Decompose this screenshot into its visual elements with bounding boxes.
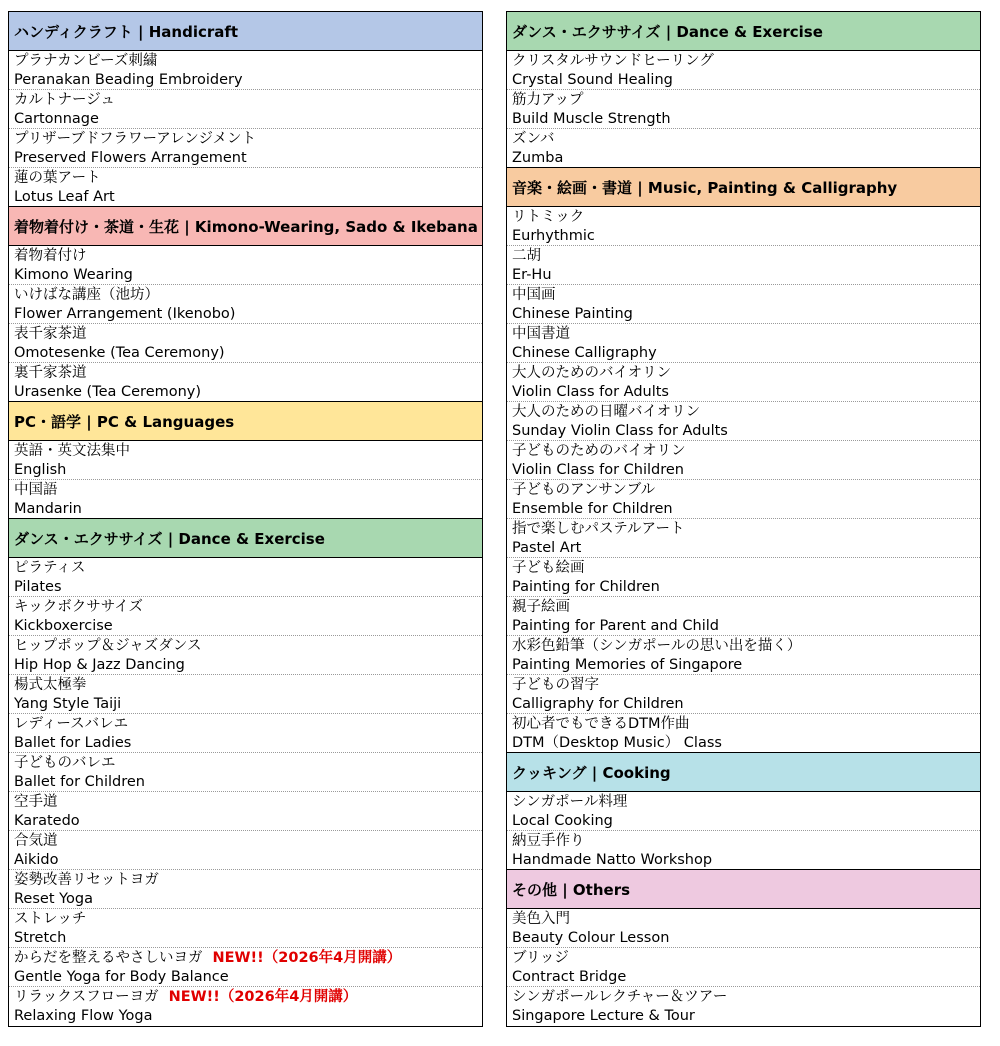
course-name-jp: [512, 637, 980, 656]
course-column-right: [506, 11, 981, 1027]
course-name-jp: [14, 715, 482, 734]
course-name-jp-text: カルトナージュ: [14, 92, 115, 108]
course-name-en: Handmade Natto Workshop: [512, 852, 713, 868]
course-name-jp: [14, 169, 482, 188]
course-name-jp-text: ズンバ: [512, 131, 555, 147]
course-name-en: DTM（Desktop Music） Class: [512, 735, 722, 751]
course-item-chinese-calligraphy: [507, 324, 980, 363]
course-item-local-cooking: [507, 792, 980, 831]
course-name-en: Gentle Yoga for Body Balance: [14, 969, 229, 985]
course-name-jp-text: 美色入門: [512, 911, 570, 927]
course-name-jp-text: レディースバレエ: [14, 716, 129, 732]
course-name-jp: [512, 130, 980, 149]
course-name-jp-text: 指で楽しむパステルアート: [512, 521, 685, 537]
course-name-jp-text: プリザーブドフラワーアレンジメント: [14, 131, 257, 147]
course-name-jp: [14, 910, 482, 929]
course-name-en: Ballet for Ladies: [14, 735, 132, 751]
course-name-jp-text: プラナカンビーズ刺繍: [14, 53, 158, 69]
course-name-en: Singapore Lecture & Tour: [512, 1008, 695, 1024]
course-name-jp: [512, 91, 980, 110]
course-name-jp: [14, 286, 482, 305]
course-name-jp-text: からだを整えるやさしいヨガ: [14, 950, 203, 966]
course-name-en: Flower Arrangement (Ikenobo): [14, 306, 236, 322]
course-item-stretch: [9, 909, 482, 948]
course-item-urasenke-tea-ceremony: [9, 363, 482, 402]
course-name-jp-text: 中国語: [14, 482, 58, 498]
course-name-en: Relaxing Flow Yoga: [14, 1008, 153, 1024]
course-name-jp-text: ストレッチ: [14, 911, 87, 927]
course-name-jp: [14, 871, 482, 890]
course-name-en: Stretch: [14, 930, 67, 946]
course-name-jp-text: 英語・英文法集中: [14, 443, 130, 459]
course-name-en: Painting Memories of Singapore: [512, 657, 743, 673]
course-name-en: Kickboxercise: [14, 618, 113, 634]
section-header-handicraft: ハンディクラフト | Handicraft: [9, 12, 482, 51]
course-name-jp: [14, 130, 482, 149]
course-name-jp: [14, 442, 482, 461]
course-name-en: Er-Hu: [512, 267, 552, 283]
course-name-jp: [14, 91, 482, 110]
course-item-ensemble-for-children: [507, 480, 980, 519]
course-item-preserved-flowers-arrangement: [9, 129, 482, 168]
course-item-cartonnage: [9, 90, 482, 129]
course-name-en: Beauty Colour Lesson: [512, 930, 670, 946]
course-name-en: Pilates: [14, 579, 62, 595]
course-name-jp: [14, 52, 482, 71]
course-name-jp-text: 大人のための日曜バイオリン: [512, 404, 701, 420]
course-item-relaxing-flow-yoga: [9, 987, 482, 1026]
course-name-en: Pastel Art: [512, 540, 582, 556]
course-name-jp: [14, 481, 482, 500]
course-name-en: Build Muscle Strength: [512, 111, 671, 127]
course-name-jp: [512, 832, 980, 851]
course-item-zumba: [507, 129, 980, 168]
course-name-en: Kimono Wearing: [14, 267, 133, 283]
course-column-left: [8, 11, 483, 1027]
course-name-jp: [14, 793, 482, 812]
course-item-mandarin: [9, 480, 482, 519]
section-header-pc: PC・語学 | PC & Languages: [9, 402, 482, 441]
course-name-jp-text: リトミック: [512, 209, 585, 225]
course-item-kimono-wearing: [9, 246, 482, 285]
course-name-jp: [14, 754, 482, 773]
course-name-jp-text: 裏千家茶道: [14, 365, 87, 381]
course-name-jp: [512, 676, 980, 695]
course-name-jp-text: 子どものためのバイオリン: [512, 443, 686, 459]
course-item-pastel-art: [507, 519, 980, 558]
course-item-painting-for-parent-and-child: [507, 597, 980, 636]
course-name-en: Omotesenke (Tea Ceremony): [14, 345, 225, 361]
course-name-jp-text: 蓮の葉アート: [14, 170, 101, 186]
course-name-jp: [512, 442, 980, 461]
course-name-en: Contract Bridge: [512, 969, 627, 985]
course-item-lotus-leaf-art: [9, 168, 482, 207]
course-name-jp: [14, 364, 482, 383]
course-item-karatedo: [9, 792, 482, 831]
course-name-jp: [512, 598, 980, 617]
course-name-en: Yang Style Taiji: [14, 696, 122, 712]
course-item-violin-class-for-adults: [507, 363, 980, 402]
course-item-peranakan-beading-embroidery: [9, 51, 482, 90]
course-name-jp-text: 中国書道: [512, 326, 570, 342]
section-header-dance: ダンス・エクササイズ | Dance & Exercise: [9, 519, 482, 558]
course-item-flower-arrangement-ikenobo: [9, 285, 482, 324]
course-name-jp-text: 合気道: [14, 833, 58, 849]
course-name-en: Violin Class for Adults: [512, 384, 669, 400]
course-name-jp-text: 初心者でもできるDTM作曲: [512, 716, 690, 732]
section-header-others: その他 | Others: [507, 870, 980, 909]
course-name-en: Mandarin: [14, 501, 82, 517]
course-name-en: Preserved Flowers Arrangement: [14, 150, 247, 166]
course-name-en: Reset Yoga: [14, 891, 94, 907]
course-name-jp: [512, 403, 980, 422]
course-item-build-muscle-strength: [507, 90, 980, 129]
course-name-en: Crystal Sound Healing: [512, 72, 673, 88]
course-name-jp-text: シンガポール料理: [512, 794, 628, 810]
course-name-jp-text: 表千家茶道: [14, 326, 87, 342]
course-name-en: Hip Hop & Jazz Dancing: [14, 657, 185, 673]
course-item-painting-memories-of-singapore: [507, 636, 980, 675]
course-name-en: Karatedo: [14, 813, 80, 829]
course-item-dtm-desktop-music-class: [507, 714, 980, 753]
course-name-jp-text: キックボクササイズ: [14, 599, 144, 615]
course-name-en: Zumba: [512, 150, 564, 166]
course-name-jp: [512, 715, 980, 734]
course-item-handmade-natto-workshop: [507, 831, 980, 870]
course-name-jp: [14, 949, 482, 968]
course-item-chinese-painting: [507, 285, 980, 324]
course-item-sunday-violin-class-for-adults: [507, 402, 980, 441]
course-name-jp: [512, 247, 980, 266]
course-name-jp-text: 中国画: [512, 287, 556, 303]
course-name-en: Sunday Violin Class for Adults: [512, 423, 728, 439]
course-item-calligraphy-for-children: [507, 675, 980, 714]
course-name-en: Peranakan Beading Embroidery: [14, 72, 243, 88]
course-item-crystal-sound-healing: [507, 51, 980, 90]
course-item-er-hu: [507, 246, 980, 285]
course-name-en: Violin Class for Children: [512, 462, 684, 478]
course-name-en: Cartonnage: [14, 111, 99, 127]
course-name-jp-text: 着物着付け: [14, 248, 87, 264]
course-name-jp-text: 楊式太極拳: [14, 677, 87, 693]
course-name-jp-text: ヒップポップ＆ジャズダンス: [14, 638, 202, 654]
course-name-jp-text: 親子絵画: [512, 599, 570, 615]
course-item-aikido: [9, 831, 482, 870]
course-name-jp: [512, 793, 980, 812]
course-item-english: [9, 441, 482, 480]
course-name-jp: [512, 52, 980, 71]
course-name-jp: [14, 637, 482, 656]
course-name-jp: [14, 988, 482, 1007]
section-header-dance: ダンス・エクササイズ | Dance & Exercise: [507, 12, 980, 51]
course-name-en: Calligraphy for Children: [512, 696, 684, 712]
course-name-en: Painting for Parent and Child: [512, 618, 719, 634]
course-name-en: Eurhythmic: [512, 228, 595, 244]
course-name-jp: [14, 247, 482, 266]
course-name-jp: [512, 988, 980, 1007]
course-name-jp: [512, 364, 980, 383]
course-item-painting-for-children: [507, 558, 980, 597]
course-name-jp-text: ピラティス: [14, 560, 86, 576]
course-name-jp: [512, 325, 980, 344]
course-name-en: Lotus Leaf Art: [14, 189, 115, 205]
course-name-en: Chinese Painting: [512, 306, 633, 322]
course-name-jp-text: シンガポールレクチャー＆ツアー: [512, 989, 728, 1005]
course-item-yang-style-taiji: [9, 675, 482, 714]
course-name-en: Ensemble for Children: [512, 501, 673, 517]
course-name-en: Painting for Children: [512, 579, 660, 595]
course-name-jp-text: 空手道: [14, 794, 58, 810]
course-name-jp-text: 二胡: [512, 248, 541, 264]
course-name-jp-text: 子どものアンサンブル: [512, 482, 656, 498]
course-name-jp-text: クリスタルサウンドヒーリング: [512, 53, 714, 69]
course-name-jp-text: 筋力アップ: [512, 92, 584, 108]
course-name-en: Local Cooking: [512, 813, 613, 829]
course-item-eurhythmic: [507, 207, 980, 246]
course-name-jp-text: 子どものバレエ: [14, 755, 116, 771]
course-item-gentle-yoga-for-body-balance: [9, 948, 482, 987]
course-name-jp-text: ブリッジ: [512, 950, 569, 966]
section-header-music: 音楽・絵画・書道 | Music, Painting & Calligraphy: [507, 168, 980, 207]
course-item-beauty-colour-lesson: [507, 909, 980, 948]
course-name-jp: [512, 208, 980, 227]
course-name-en: English: [14, 462, 67, 478]
course-name-en: Ballet for Children: [14, 774, 145, 790]
course-name-jp: [512, 481, 980, 500]
course-item-pilates: [9, 558, 482, 597]
course-name-jp-text: 水彩色鉛筆（シンガポールの思い出を描く）: [512, 638, 802, 654]
course-name-jp: [14, 832, 482, 851]
course-name-jp: [14, 325, 482, 344]
course-item-ballet-for-ladies: [9, 714, 482, 753]
course-name-jp: [14, 598, 482, 617]
new-badge: NEW!!（2026年4月開講）: [168, 989, 358, 1005]
course-item-hip-hop-jazz-dancing: [9, 636, 482, 675]
course-name-jp-text: 大人のためのバイオリン: [512, 365, 672, 381]
new-badge: NEW!!（2026年4月開講）: [212, 950, 402, 966]
course-item-reset-yoga: [9, 870, 482, 909]
course-name-jp: [14, 676, 482, 695]
course-name-jp-text: 子ども絵画: [512, 560, 585, 576]
course-name-en: Chinese Calligraphy: [512, 345, 657, 361]
course-name-jp-text: 姿勢改善リセットヨガ: [14, 872, 159, 888]
course-name-jp: [512, 949, 980, 968]
course-item-omotesenke-tea-ceremony: [9, 324, 482, 363]
course-name-jp: [512, 910, 980, 929]
course-name-jp-text: いけばな講座（池坊）: [14, 287, 159, 303]
course-name-jp: [512, 520, 980, 539]
course-name-en: Urasenke (Tea Ceremony): [14, 384, 202, 400]
course-name-jp-text: 子どもの習字: [512, 677, 599, 693]
course-name-jp-text: 納豆手作り: [512, 833, 585, 849]
course-item-singapore-lecture-tour: [507, 987, 980, 1026]
course-item-ballet-for-children: [9, 753, 482, 792]
course-item-kickboxercise: [9, 597, 482, 636]
section-header-kimono: 着物着付け・茶道・生花 | Kimono-Wearing, Sado & Ikebana: [9, 207, 482, 246]
section-header-cooking: クッキング | Cooking: [507, 753, 980, 792]
course-name-jp: [512, 286, 980, 305]
course-name-jp: [14, 559, 482, 578]
course-name-en: Aikido: [14, 852, 59, 868]
course-item-contract-bridge: [507, 948, 980, 987]
course-item-violin-class-for-children: [507, 441, 980, 480]
course-name-jp: [512, 559, 980, 578]
course-name-jp-text: リラックスフローヨガ: [14, 989, 159, 1005]
